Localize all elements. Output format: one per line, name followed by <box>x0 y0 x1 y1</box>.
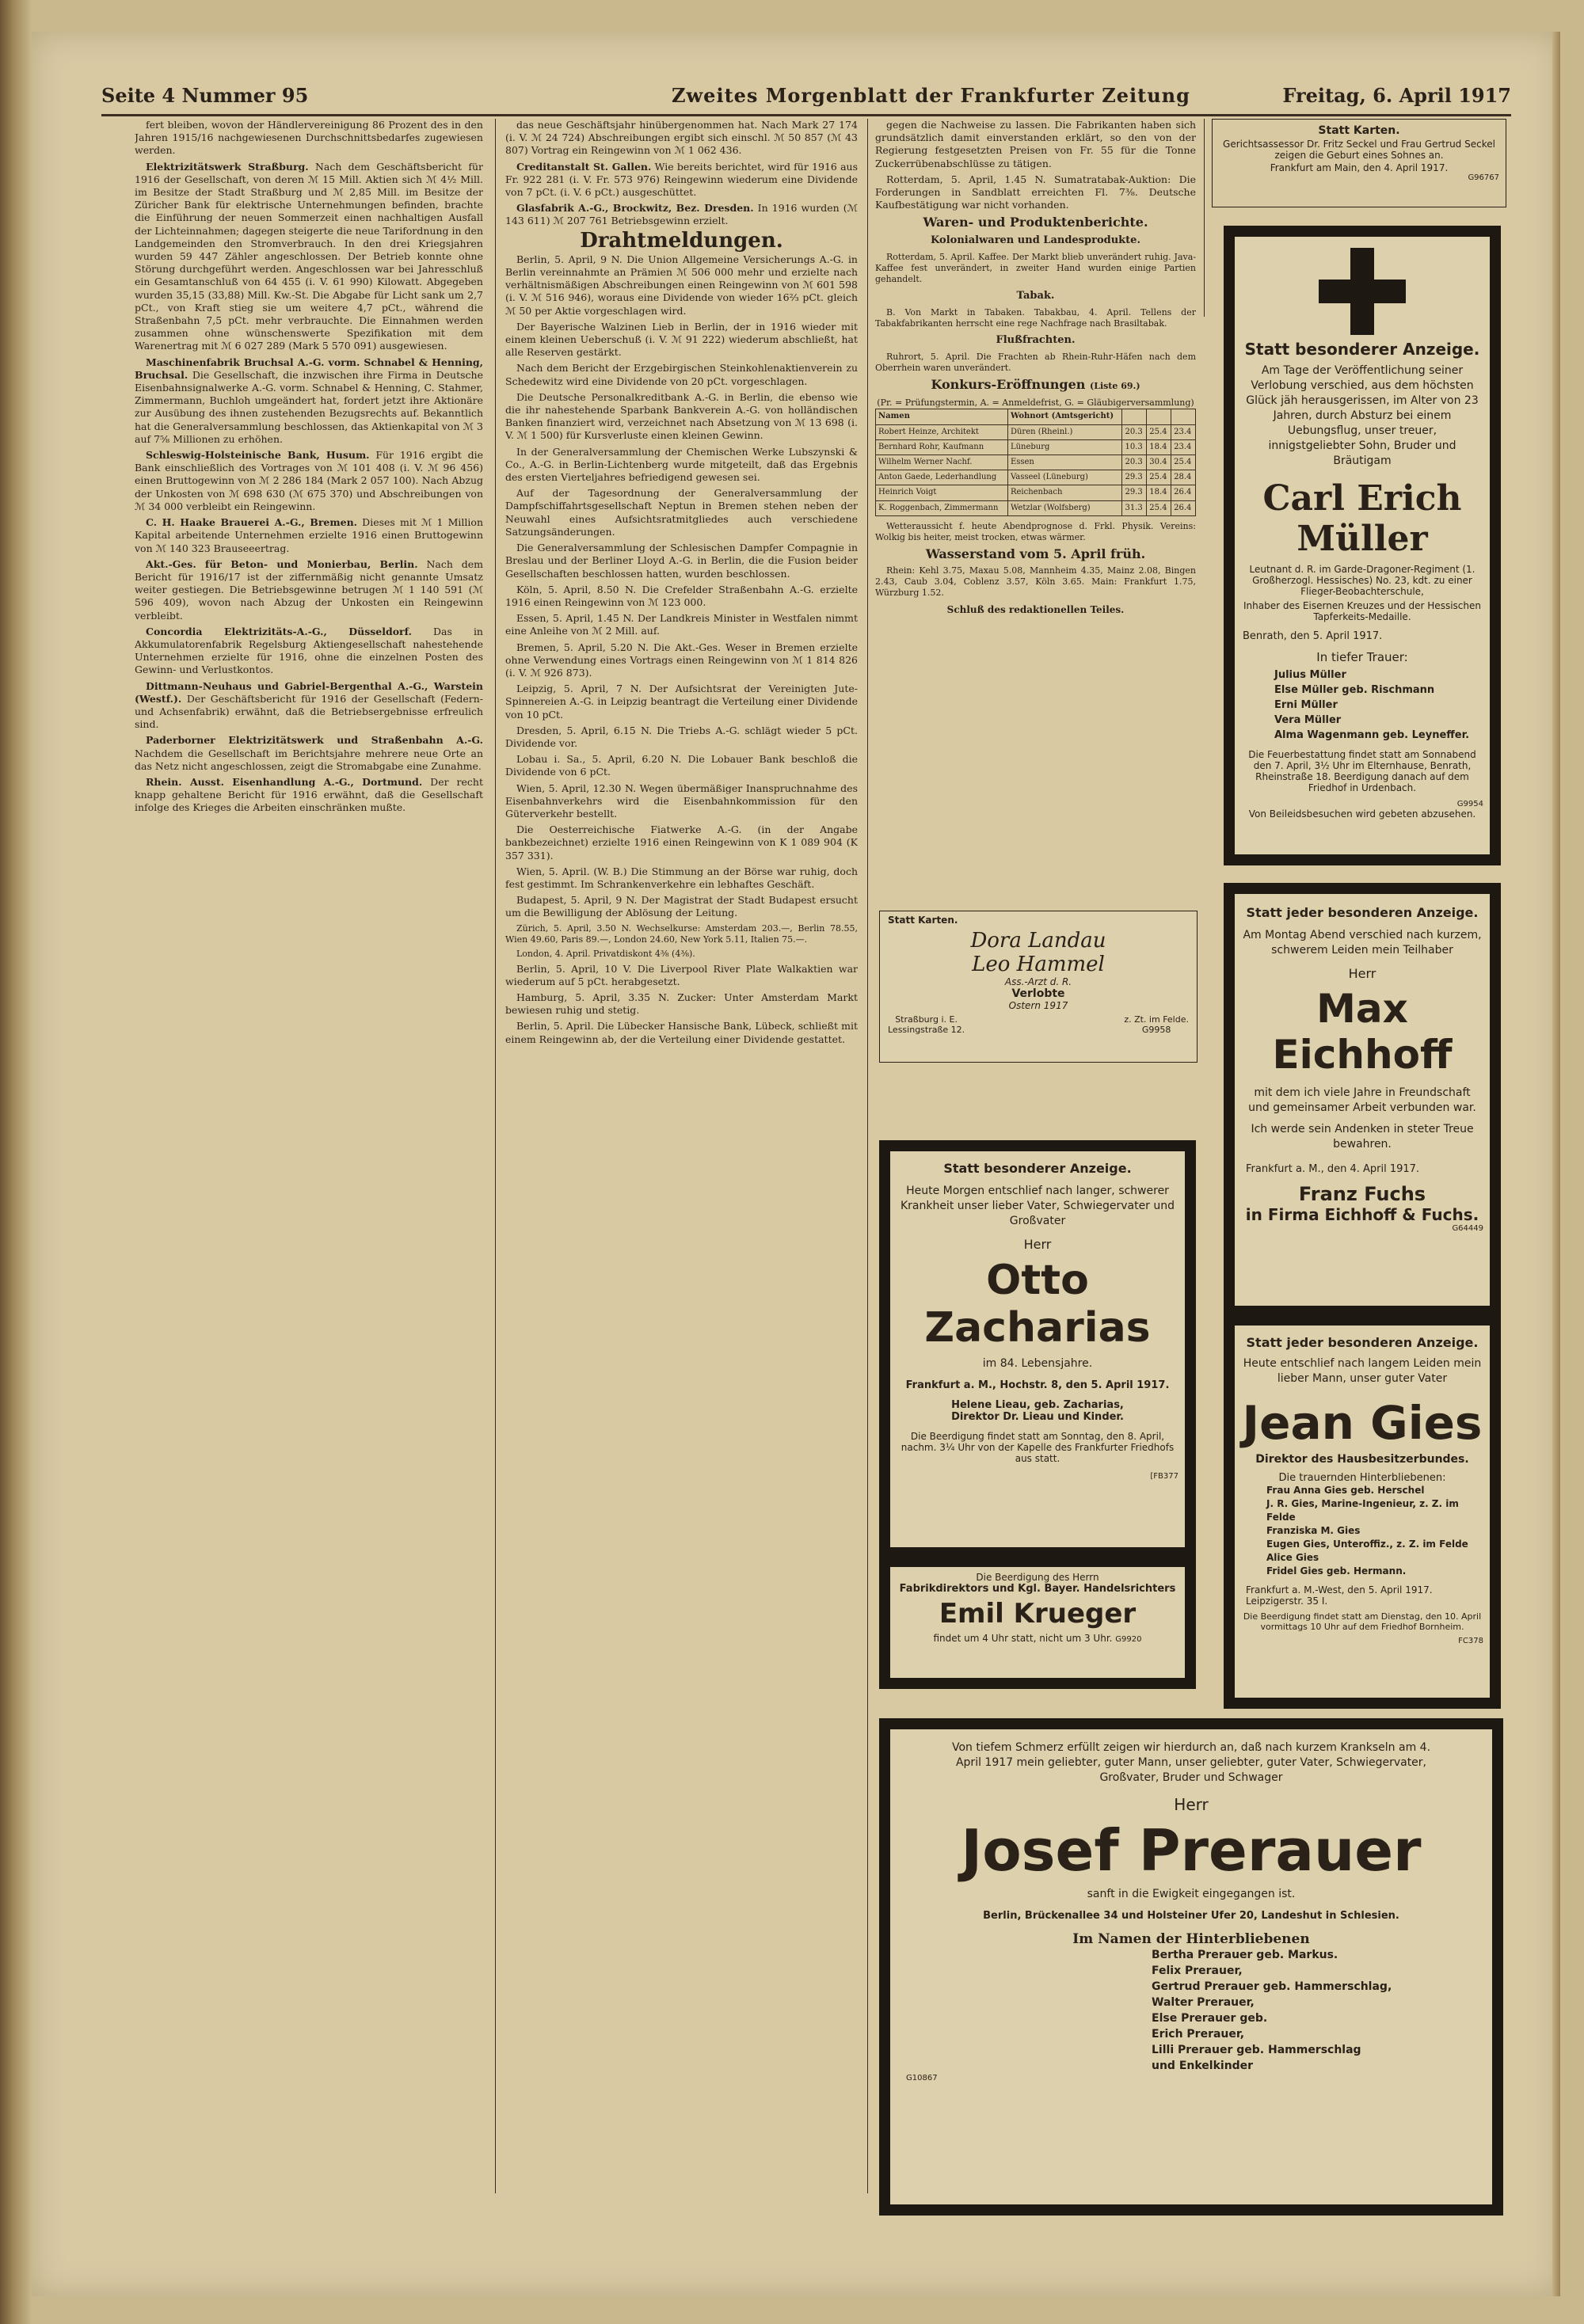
article <box>505 161 858 200</box>
place: z. Zt. im Felde. <box>1124 1014 1189 1025</box>
column-2 <box>505 119 858 2193</box>
table-cell: 25.4 <box>1147 424 1171 439</box>
konkurs-list-number: (Liste 69.) <box>1090 381 1140 392</box>
section-title: Waren- und Produktenberichte. <box>923 215 1148 230</box>
firm-name: Creditanstalt St. Gallen. <box>516 160 652 173</box>
table-cell: Lüneburg <box>1007 439 1122 455</box>
firm-name: Paderborner Elektrizitätswerk und Straßenbahn A.-G. <box>146 734 483 747</box>
article-text: Rotterdam, 5. April, 1.45 N. Sumatratabak-Auktion: Die Forderungen in Sandblatt erreichten Fl. 7⅜. Deutsche Kaufbestätigung war nicht vorhanden. <box>875 173 1196 211</box>
article-text: Die Deutsche Personalkreditbank A.-G. in Berlin, die ebenso wie die ihr nahestehende Sparbank Bankverein A.-G. von holländischen Banken finanziert wird, verzeichnet nach Absetzung von ℳ 13 698 (i. V. ℳ 1 500) für Kursverluste einen kleinen Gewinn. <box>505 390 858 442</box>
table-header <box>1147 409 1171 424</box>
column-3 <box>875 119 1196 911</box>
article-text: Berlin, 5. April, 10 V. Die Liverpool River Plate Walkaktien war wiederum auf 5 pCt. herabgesetzt. <box>505 962 858 987</box>
article-text: Auf der Tagesordnung der Generalversammlung der Dampfschiffahrtsgesellschaft Neptun in Bremen stehen neben der Neuwahl eines Aufsichtsratmitgliedes auch verschiedene Satzungsänderungen. <box>505 487 858 538</box>
article <box>135 626 483 677</box>
deceased-age: im 84. Lebensjahre. <box>982 1357 1093 1370</box>
firm-name: Schleswig-Holsteinische Bank, Husum. <box>146 449 370 462</box>
konkurs-table <box>875 409 1196 515</box>
deceased-title: Direktor des Hausbesitzerbundes. <box>1255 1453 1469 1466</box>
water-levels: Rhein: Kehl 3.75, Maxau 5.08, Mannheim 4.35, Mainz 2.08, Bingen 2.43, Caub 3.04, Coblenz 3.57, Köln 3.65. Main: Frankfurt 1.75, Würzburg 1.52. <box>875 565 1196 599</box>
place: Straßburg i. E. <box>895 1014 958 1025</box>
ad-place: Frankfurt am Main, den 4. April 1917. <box>1270 162 1449 173</box>
ad-code: G9954 <box>1456 800 1483 808</box>
ad-heading: Statt besonderer Anzeige. <box>1244 340 1480 359</box>
end-editorial: Schluß des redaktionellen Teiles. <box>946 604 1125 616</box>
table-row <box>876 439 1196 455</box>
family-member: Else Prerauer geb. <box>1152 2012 1268 2025</box>
konkurs-title <box>875 378 1196 393</box>
table-header <box>1122 409 1147 424</box>
funeral-time: findet um 4 Uhr statt, nicht um 3 Uhr. <box>933 1633 1113 1644</box>
ad-heading: Statt besonderer Anzeige. <box>943 1161 1132 1176</box>
ad-text: Ich werde sein Andenken in steter Treue bewahren. <box>1251 1123 1474 1151</box>
table-cell: Robert Heinze, Architekt <box>876 424 1008 439</box>
article-text: Die Generalversammlung der Schlesischen Dampfer Compagnie in Breslau und der Berliner Lloyd A.-G. in Berlin, die die Fusion beider Gesellschaften beschlossen hatten, wurden beschlossen. <box>505 542 858 580</box>
table-cell: 18.4 <box>1147 485 1171 500</box>
article-text: Essen, 5. April, 1.45 N. Der Landkreis Minister in Westfalen nimmt eine Anleihe von ℳ 2 Mill. auf. <box>505 612 858 637</box>
firm-name: Dittmann-Neuhaus und Gabriel-Bergenthal A.-G., Warstein (Westf.). <box>135 679 483 705</box>
street: Lessingstraße 12. <box>888 1025 965 1035</box>
iron-cross-icon <box>1319 248 1406 335</box>
exchange-rates: London, 4. April. Privatdiskont 4⅜ (4⅜). <box>516 948 695 959</box>
table-cell: 25.4 <box>1147 500 1171 515</box>
article <box>135 356 483 446</box>
ad-text: Heute entschlief nach langem Leiden mein lieber Mann, unser guter Vater <box>1243 1357 1482 1385</box>
column-rule <box>867 119 868 2193</box>
table-cell: 20.3 <box>1122 424 1147 439</box>
table-cell: Essen <box>1007 455 1122 470</box>
page-number: Seite 4 Nummer 95 <box>101 84 309 107</box>
article-text: Köln, 5. April, 8.50 N. Die Crefelder Straßenbahn A.-G. erzielte 1916 einen Reingewinn von ℳ 123 000. <box>505 583 858 608</box>
table-row <box>876 455 1196 470</box>
firm-name: Concordia Elektrizitäts-A.-G., Düsseldorf. <box>146 625 412 637</box>
deceased-title: Fabrikdirektors und Kgl. Bayer. Handelsrichters <box>899 1583 1176 1595</box>
fiance-name: Leo Hammel <box>972 953 1105 976</box>
article <box>135 516 483 555</box>
article-text: Budapest, 5. April, 9 N. Der Magistrat der Stadt Budapest ersucht um die Bewilligung der Ablösung der Leitung. <box>505 894 858 919</box>
ad-birth-seckel <box>1212 119 1506 207</box>
table-cell: Vasseel (Lüneburg) <box>1007 470 1122 485</box>
family-member: Alma Wagenmann geb. Leyneffer. <box>1274 729 1470 741</box>
article-text: das neue Geschäftsjahr hinübergenommen hat. Nach Mark 27 174 (i. V. ℳ 24 724) Abschreibungen ergibt sich einschl. ℳ 50 857 (ℳ 43 807) Vortrag ein Reingewinn von ℳ 1 062 436. <box>505 119 858 157</box>
column-rule <box>1204 119 1205 317</box>
article-text: Nachdem die Gesellschaft im Berichtsjahre mehrere neue Orte an das Netz nicht angeschlossen, zeigt die Stromabgabe eine Zunahme. <box>135 747 483 772</box>
table-cell: Reichenbach <box>1007 485 1122 500</box>
article-text: Rotterdam, 5. April. Kaffee. Der Markt blieb unverändert ruhig. Java-Kaffee fest unverändert, in zweiter Hand wurden einige Partien gehandelt. <box>875 251 1196 284</box>
article-text: Nach dem Geschäftsbericht für 1916 der Gesellschaft, von deren ℳ 15 Mill. Aktien sich ℳ 4½ Mill. im Besitze der Stadt Straßburg und ℳ 2,85 Mill. im Besitze der Züricher Bank für elektrische Unternehmungen befinden, brachte die Einführung der neuen Sommerzeit einen nachhaltigen Ausfall der Lichteinnahmen; dagegen steigerte die neue Tarifordnung in den Landgemeinden den Stromverbrauch. In den drei Kriegsjahren wurden 59 447 Zähler angeschlossen. Der Betrieb konnte ohne Störung durchgeführt werden. Angeschlossen war bei Jahresschluß ein Gesamtanschluß von 64 455 (i. V. 61 990) Kilowatt. Abgegeben wurden 35,15 (33,88) Mill. Kw.-St. Die Abgabe für Licht sank um 2,7 pCt., von Kraft stieg sie um weitere 4,7 pCt., während die Straßenbahn 7,5 pCt. mehr verbrauchte. Die Einnahmen werden zusammen ohne wünschenswerte Spezifikation mit dem Warenertrag mit ℳ 6 027 289 (Mark 5 570 091) ausgewiesen. <box>135 160 483 352</box>
table-header: Namen <box>876 409 1008 424</box>
ad-code: G96767 <box>1468 173 1499 182</box>
ad-herr: Herr <box>1023 1237 1052 1252</box>
ad-text: Von tiefem Schmerz erfüllt zeigen wir hierdurch an, daß nach kurzem Krankseln am 4. April 1917 mein geliebter, guter Mann, unser geliebter, guter Vater, Schwiegervater, Großvater, Bruder und Schwager <box>951 1741 1431 1784</box>
column-rule <box>495 119 496 2193</box>
ad-code: G9920 <box>1115 1635 1142 1644</box>
table-row <box>876 470 1196 485</box>
family-list <box>1235 668 1490 743</box>
section-title: Drahtmeldungen. <box>580 228 783 253</box>
deceased-name: Otto Zacharias <box>924 1257 1151 1352</box>
firm-name: C. H. Haake Brauerei A.-G., Bremen. <box>146 516 358 529</box>
family-member: Julius Müller <box>1274 669 1346 681</box>
article-text: Das in Akkumulatorenfabrik Regelsburg Aktiengesellschaft nahestehende Unternehmen erzielte für 1916, ohne die einzelnen Posten des Gewinn- und Verlustkontos. <box>135 625 483 676</box>
table-row <box>876 500 1196 515</box>
family-member: Gertrud Prerauer geb. Hammerschlag, <box>1152 1980 1392 1993</box>
table-cell: Heinrich Voigt <box>876 485 1008 500</box>
article <box>135 776 483 815</box>
water-title: Wasserstand vom 5. April früh. <box>925 546 1146 561</box>
family-member: und Enkelkinder <box>1152 2060 1254 2072</box>
deceased-name: Max Eichhoff <box>1272 986 1453 1078</box>
ad-obituary-prerauer <box>879 1718 1503 2216</box>
ad-herr: Herr <box>1174 1795 1209 1814</box>
ad-text: Am Tage der Veröffentlichung seiner Verlobung verschied, aus dem höchsten Glück jäh herausgerissen, im Alter von 23 Jahren, durch Absturz bei einem Uebungsflug, unser treuer, innigstgeliebter Sohn, Bruder und Bräutigam <box>1246 364 1479 467</box>
signatory: Franz Fuchs <box>1298 1183 1426 1205</box>
exchange-rates: Zürich, 5. April, 3.50 N. Wechselkurse: Amsterdam 203.—, Berlin 78.55, Wien 49.60, Paris 89.—, London 24.60, New York 5.11, Italien 75.—. <box>505 922 858 945</box>
article-text: In der Generalversammlung der Chemischen Werke Lubszynski & Co., A.-G. in Berlin-Lichtenberg wurde mitgeteilt, daß das Ergebnis des ersten Vierteljahres befriedigend gewesen sei. <box>505 445 858 484</box>
funeral-info: Die Beerdigung findet statt am Sonntag, den 8. April, nachm. 3¼ Uhr von der Kapelle des Frankfurter Friedhofs aus statt. <box>901 1431 1175 1464</box>
family-list <box>890 1947 1492 2074</box>
engagement-date: Ostern 1917 <box>1008 1000 1068 1011</box>
family-member: Walter Prerauer, <box>1152 1996 1255 2009</box>
family-member: Lilli Prerauer geb. Hammerschlag <box>1152 2044 1361 2056</box>
article <box>135 558 483 622</box>
ad-heading: Statt jeder besonderen Anzeige. <box>1246 1335 1479 1350</box>
fiance-rank: Ass.-Arzt d. R. <box>1004 976 1072 987</box>
table-header: Wohnort (Amtsgericht) <box>1007 409 1122 424</box>
ad-obituary-gies <box>1224 1314 1501 1709</box>
ad-text: mit dem ich viele Jahre in Freundschaft und gemeinsamer Arbeit verbunden war. <box>1248 1086 1476 1114</box>
table-cell: K. Roggenbach, Zimmermann <box>876 500 1008 515</box>
article-text: Bremen, 5. April, 5.20 N. Die Akt.-Ges. Weser in Bremen erzielte ohne Verwendung eines Vortrags einen Reingewinn von ℳ 1 814 826 (i. V. ℳ 926 873). <box>505 641 858 679</box>
ad-engagement-landau <box>879 911 1198 1063</box>
column-1 <box>135 119 483 2193</box>
family-member: Erni Müller <box>1274 699 1338 711</box>
article-text: Dresden, 5. April, 6.15 N. Die Triebs A.-G. schlägt wieder 5 pCt. Dividende vor. <box>505 724 858 749</box>
table-cell: 29.3 <box>1122 485 1147 500</box>
article-text: fert bleiben, wovon der Händlervereinigung 86 Prozent des in den Jahren 1915/16 nachgewiesenen Durchschnittsbedarfes zugewiesen werden. <box>135 119 483 157</box>
article-text: Berlin, 5. April. Die Lübecker Hansische Bank, Lübeck, schließt mit einem Reingewinn ab, der die Verteilung einer Dividende gestattet. <box>505 1020 858 1045</box>
article <box>135 161 483 353</box>
table-cell: 23.4 <box>1171 439 1196 455</box>
signatory-firm: in Firma Eichhoff & Fuchs. <box>1245 1205 1479 1224</box>
article <box>505 202 858 227</box>
table-cell: 30.4 <box>1147 455 1171 470</box>
ad-note: Von Beileidsbesuchen wird gebeten abzusehen. <box>1248 808 1476 820</box>
deceased-name: Carl Erich Müller <box>1262 478 1462 559</box>
ad-mourn: In tiefer Trauer: <box>1316 650 1408 664</box>
ad-code: [FB377 <box>1150 1472 1178 1481</box>
table-cell: Düren (Rheinl.) <box>1007 424 1122 439</box>
article-text: B. Von Markt in Tabaken. Tabakbau, 4. April. Tellens der Tabakfabrikanten herrscht eine rege Nachfrage nach Brasiltabak. <box>875 307 1196 329</box>
engagement-label: Verlobte <box>1011 987 1065 1000</box>
ad-code: G10867 <box>906 2074 938 2082</box>
ad-text: sanft in die Ewigkeit eingegangen ist. <box>1087 1888 1296 1900</box>
article-text: Der Geschäftsbericht für 1916 der Gesellschaft (Federn- und Achsenfabrik) erwähnt, daß die Betriebsergebnisse erfreulich sind. <box>135 692 483 731</box>
article-text: Berlin, 5. April, 9 N. Die Union Allgemeine Versicherungs A.-G. in Berlin vereinnahmte an Prämien ℳ 506 000 mehr und erzielte nach verhältnismäßigen Abschreibungen einen Reingewinn von ℳ 601 598 (i. V. ℳ 516 946), woraus eine Dividende von wieder 16⅔ pCt. gleich ℳ 50 per Aktie vorgeschlagen wird. <box>505 253 858 317</box>
ad-place: Berlin, Brückenallee 34 und Holsteiner Ufer 20, Landeshut in Schlesien. <box>983 1910 1399 1922</box>
table-cell: 18.4 <box>1147 439 1171 455</box>
firm-name: Glasfabrik A.-G., Brockwitz, Bez. Dresden. <box>516 202 754 215</box>
article-text: Nach dem Bericht für 1916/17 ist der ziffernmäßig nicht genannte Umsatz weiter gestiegen. Die Betriebsgewinne betrugen ℳ 1 140 591 (ℳ 596 409), wovon nach Abzug der Unkosten ein Reingewinn verbleibt. <box>135 557 483 622</box>
article-text: Die Gesellschaft, die inzwischen ihre Firma in Deutsche Eisenbahnsignalwerke A.-G. vorm. Schnabel & Henning, C. Stahmer, Zimmermann, Buchloh umgeändert hat, fordert jetzt ihre Aktionäre zur Ausübung des ihnen zustehenden Bezugsrechts auf. Bekanntlich hat die Generalversammlung beschlossen, das Aktienkapital von ℳ 3 auf 7⅝ Millionen zu erhöhen. <box>135 368 483 445</box>
deceased-name: Jean Gies <box>1242 1396 1483 1450</box>
table-cell: Anton Gaede, Lederhandlung <box>876 470 1008 485</box>
konkurs-note: (Pr. = Prüfungstermin, A. = Anmeldefrist, G. = Gläubigerversammlung) <box>877 397 1194 409</box>
table-cell: 31.3 <box>1122 500 1147 515</box>
article-text: Dieses mit ℳ 1 Million Kapital arbeitende Unternehmen erzielte 1916 einen Bruttogewinn von ℳ 140 323 Brauseeertrag. <box>135 516 483 554</box>
article <box>135 680 483 732</box>
family-member: Erich Prerauer, <box>1152 2028 1245 2041</box>
table-cell: Wilhelm Werner Nachf. <box>876 455 1008 470</box>
weather-forecast: Wetteraussicht f. heute Abendprognose d. Frkl. Physik. Vereins: Wolkig bis heiter, meist trocken, etwas wärmer. <box>875 520 1196 542</box>
ad-code: G9958 <box>1141 1025 1171 1035</box>
deceased-rank: Leutnant d. R. im Garde-Dragoner-Regiment (1. Großherzogl. Hessisches) No. 23, kdt. zu einer Flieger-Beobachterschule, <box>1249 564 1475 597</box>
ad-place: Frankfurt a. M., den 4. April 1917. <box>1246 1163 1420 1175</box>
firm-name: Akt.-Ges. für Beton- und Monierbau, Berlin. <box>146 557 418 570</box>
article-text: Die Oesterreichische Fiatwerke A.-G. (in der Angabe bankbezeichnet) erzielte 1916 einen Reingewinn von K 1 089 904 (K 357 331). <box>505 823 858 862</box>
deceased-honors: Inhaber des Eisernen Kreuzes und der Hessischen Tapferkeits-Medaille. <box>1243 600 1481 622</box>
family-member: Frau Anna Gies geb. Herschel <box>1266 1485 1425 1496</box>
ad-place: Benrath, den 5. April 1917. <box>1243 630 1383 642</box>
family-member: Felix Prerauer, <box>1152 1965 1243 1977</box>
table-cell: Bernhard Rohr, Kaufmann <box>876 439 1008 455</box>
article-text: Wien, 5. April, 12.30 N. Wegen übermäßiger Inanspruchnahme des Eisenbahnverkehrs wird die Eisenbahnkommission für den Güterverkehr bestellt. <box>505 782 858 820</box>
ad-place: Frankfurt a. M., Hochstr. 8, den 5. April 1917. <box>905 1379 1170 1391</box>
ad-street: Leipzigerstr. 35 I. <box>1246 1596 1328 1607</box>
article-text: Wie bereits berichtet, wird für 1916 aus Fr. 922 281 (i. V. Fr. 573 976) Reingewinn wiederum eine Dividende von 7 pCt. (i. V. 6 pCt.) ausgeschüttet. <box>505 160 858 199</box>
family-member: Else Müller geb. Rischmann <box>1274 684 1435 696</box>
article-text: In 1916 wurden (ℳ 143 611) ℳ 207 761 Betriebsgewinn erzielt. <box>505 202 858 227</box>
table-cell: 25.4 <box>1147 470 1171 485</box>
family-member: Bertha Prerauer geb. Markus. <box>1152 1949 1338 1961</box>
article-text: Leipzig, 5. April, 7 N. Der Aufsichtsrat der Vereinigten Jute-Spinnereien A.-G. in Leipzig beantragt die Verteilung einer Dividende von 10 pCt. <box>505 683 858 721</box>
ad-mourn: Die trauernden Hinterbliebenen: <box>1278 1472 1446 1484</box>
table-cell: 10.3 <box>1122 439 1147 455</box>
ad-code: G64449 <box>1452 1224 1483 1233</box>
family-member: J. R. Gies, Marine-Ingenieur, z. Z. im Felde <box>1266 1498 1459 1523</box>
ad-text: Heute Morgen entschlief nach langer, schwerer Krankheit unser lieber Vater, Schwiegervater und Großvater <box>900 1185 1175 1227</box>
issue-date: Freitag, 6. April 1917 <box>1282 84 1511 107</box>
article-text: Wien, 5. April. (W. B.) Die Stimmung an der Börse war ruhig, doch fest gestimmt. Im Schrankenverkehre ein lebhaftes Geschäft. <box>505 865 858 890</box>
ad-text: Die Beerdigung des Herrn <box>976 1572 1099 1583</box>
table-row <box>876 485 1196 500</box>
signatory: Direktor Dr. Lieau und Kinder. <box>951 1411 1124 1423</box>
article-text: Nach dem Bericht der Erzgebirgischen Steinkohlenaktienverein zu Schedewitz wird eine Dividende von 20 pCt. vorgeschlagen. <box>505 362 858 387</box>
ad-obituary-zacharias <box>879 1140 1196 1558</box>
family-member: Alice Gies <box>1266 1552 1319 1563</box>
article <box>135 734 483 773</box>
family-list <box>1235 1484 1490 1578</box>
article-text: Ruhrort, 5. April. Die Frachten ab Rhein-Ruhr-Häfen nach dem Oberrhein waren unverändert. <box>875 352 1196 374</box>
ad-obituary-mueller <box>1224 226 1501 865</box>
family-member: Vera Müller <box>1274 714 1342 726</box>
table-cell: 25.4 <box>1171 455 1196 470</box>
firm-name: Maschinenfabrik Bruchsal A.-G. vorm. Schnabel & Henning, Bruchsal. <box>135 356 483 381</box>
ad-notice-krueger <box>879 1556 1196 1689</box>
page-edge <box>1552 32 1560 2296</box>
article <box>135 449 483 513</box>
article-text: Lobau i. Sa., 5. April, 6.20 N. Die Lobauer Bank beschloß die Dividende von 6 pCt. <box>505 753 858 778</box>
konkurs-title-text: Konkurs-Eröffnungen <box>931 377 1086 393</box>
book-binding <box>0 0 32 2324</box>
ad-heading: Statt jeder besonderen Anzeige. <box>1246 905 1479 920</box>
ad-obituary-eichhoff <box>1224 883 1501 1317</box>
article-text: Hamburg, 5. April, 3.35 N. Zucker: Unter Amsterdam Markt bewiesen ruhig und stetig. <box>505 991 858 1017</box>
page-header <box>101 79 1511 116</box>
fiancee-name: Dora Landau <box>970 929 1106 953</box>
signatory: Helene Lieau, geb. Zacharias, <box>951 1399 1124 1411</box>
ad-text: Am Montag Abend verschied nach kurzem, schwerem Leiden mein Teilhaber <box>1243 929 1482 957</box>
deceased-name: Josef Prerauer <box>961 1817 1422 1884</box>
table-cell: 26.4 <box>1171 500 1196 515</box>
ad-code: FC378 <box>1458 1637 1483 1645</box>
funeral-info: Die Beerdigung findet statt am Dienstag, den 10. April vormittags 10 Uhr auf dem Friedhof Bornheim. <box>1243 1611 1482 1632</box>
funeral-info: Die Feuerbestattung findet statt am Sonnabend den 7. April, 3½ Uhr im Elternhause, Benrath, Rheinstraße 18. Beerdigung danach auf dem Friedhof in Urdenbach. <box>1248 749 1476 793</box>
firm-name: Elektrizitätswerk Straßburg. <box>146 160 309 173</box>
section-subtitle: Flußfrachten. <box>996 334 1076 347</box>
ad-text: Gerichtsassessor Dr. Fritz Seckel und Frau Gertrud Seckel zeigen die Geburt eines Sohnes an. <box>1223 139 1495 161</box>
deceased-name: Emil Krueger <box>939 1598 1137 1630</box>
table-cell: 26.4 <box>1171 485 1196 500</box>
ad-places <box>880 1011 1197 1038</box>
article-text: gegen die Nachweise zu lassen. Die Fabrikanten haben sich grundsätzlich damit einverstanden erklärt, so den von der Regierung festgesetzten Preisen von Fr. 55 für die Tonne Zuckerrübenabschlüsse zu tätigen. <box>875 119 1196 169</box>
section-subtitle: Tabak. <box>1016 289 1055 302</box>
funeral-info <box>890 1633 1185 1644</box>
table-header <box>1171 409 1196 424</box>
section-subtitle: Kolonialwaren und Landesprodukte. <box>931 234 1140 246</box>
ad-mourn: Im Namen der Hinterbliebenen <box>1072 1931 1310 1947</box>
newspaper-title: Zweites Morgenblatt der Frankfurter Zeitung <box>672 84 1190 107</box>
article-text: Der recht knapp gehaltene Bericht für 1916 erwähnt, daß die Gesellschaft infolge des Krieges die Arbeiten einschränken mußte. <box>135 775 483 814</box>
article-text: Der Bayerische Walzinen Lieb in Berlin, der in 1916 wieder mit einem kleinen Ueberschuß (i. V. ℳ 91 222) wiederum abschließt, hat alle Reserven gestärkt. <box>505 320 858 359</box>
table-cell: 29.3 <box>1122 470 1147 485</box>
table-cell: Wetzlar (Wolfsberg) <box>1007 500 1122 515</box>
ad-heading: Statt Karten. <box>1318 124 1400 137</box>
table-row <box>876 424 1196 439</box>
family-member: Fridel Gies geb. Hermann. <box>1266 1565 1407 1577</box>
table-cell: 23.4 <box>1171 424 1196 439</box>
article-text: Für 1916 ergibt die Bank einschließlich des Vortrages von ℳ 101 408 (i. V. ℳ 96 456) einen Bruttogewinn von ℳ 2 286 184 (Mark 2 057 100). Nach Abzug der Unkosten von ℳ 698 630 (ℳ 675 370) und Abschreibungen von ℳ 34 000 verbleibt ein Reingewinn. <box>135 449 483 512</box>
ad-heading: Statt Karten. <box>888 915 958 926</box>
ad-place: Frankfurt a. M.-West, den 5. April 1917. <box>1246 1584 1433 1596</box>
family-member: Franziska M. Gies <box>1266 1525 1361 1536</box>
ad-herr: Herr <box>1348 966 1376 981</box>
firm-name: Rhein. Ausst. Eisenhandlung A.-G., Dortmund. <box>146 775 423 788</box>
table-cell: 20.3 <box>1122 455 1147 470</box>
family-member: Eugen Gies, Unteroffiz., z. Z. im Felde <box>1266 1539 1468 1550</box>
table-cell: 28.4 <box>1171 470 1196 485</box>
